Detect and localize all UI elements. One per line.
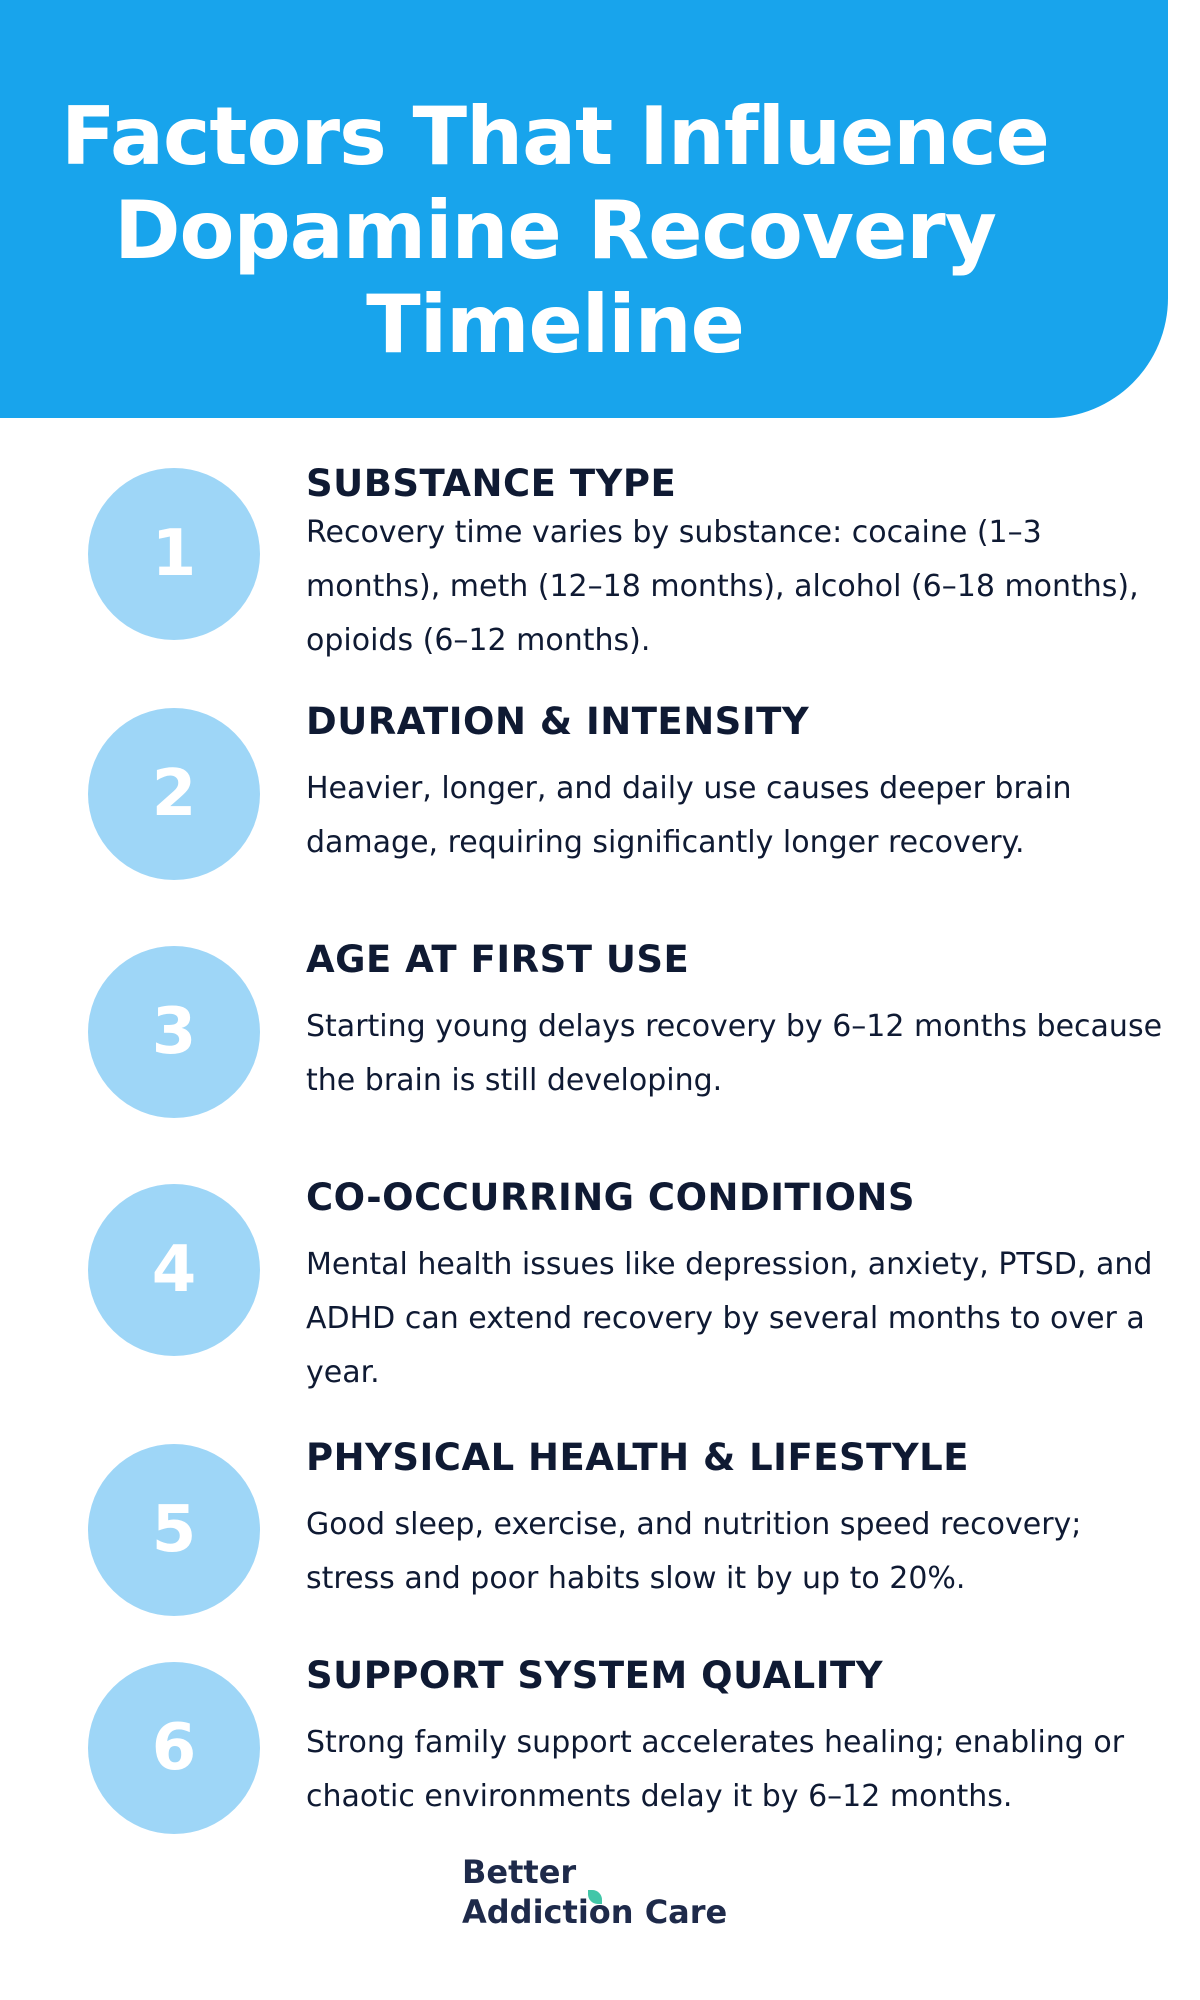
factor-description: Heavier, longer, and daily use causes deeper brain damage, requiring significantly longer recovery. xyxy=(306,771,1072,860)
factor-description: Recovery time varies by substance: cocaine (1–3 months), meth (12–18 months), alcohol (6–18 months), opioids (6–12 months). xyxy=(306,515,1139,658)
page-title: Factors That Influence Dopamine Recovery Timeline xyxy=(61,90,1049,371)
logo-text-line2: Addiction Care xyxy=(462,1893,728,1931)
number-badge: 5 xyxy=(88,1444,260,1616)
factor-title: SUPPORT SYSTEM QUALITY xyxy=(306,1654,884,1697)
number-badge: 2 xyxy=(88,708,260,880)
factor-title: CO-OCCURRING CONDITIONS xyxy=(306,1176,916,1219)
factor-description: Mental health issues like depression, anxiety, PTSD, and ADHD can extend recovery by several months to over a year. xyxy=(306,1247,1153,1390)
factor-title: DURATION & INTENSITY xyxy=(306,700,810,743)
factor-description: Strong family support accelerates healing; enabling or chaotic environments delay it by 6–12 months. xyxy=(306,1725,1125,1814)
number-badge: 3 xyxy=(88,946,260,1118)
number-badge: 1 xyxy=(88,468,260,640)
factor-description: Good sleep, exercise, and nutrition speed recovery; stress and poor habits slow it by up to 20%. xyxy=(306,1507,1082,1596)
factor-title: SUBSTANCE TYPE xyxy=(306,462,677,505)
factor-description: Starting young delays recovery by 6–12 months because the brain is still developing. xyxy=(306,1009,1163,1098)
logo-text-line1: Better xyxy=(462,1853,577,1891)
factor-title: PHYSICAL HEALTH & LIFESTYLE xyxy=(306,1436,970,1479)
number-badge: 4 xyxy=(88,1184,260,1356)
number-badge: 6 xyxy=(88,1662,260,1834)
brand-logo xyxy=(462,1852,762,1942)
factor-title: AGE AT FIRST USE xyxy=(306,938,690,981)
header-banner xyxy=(0,0,1168,418)
